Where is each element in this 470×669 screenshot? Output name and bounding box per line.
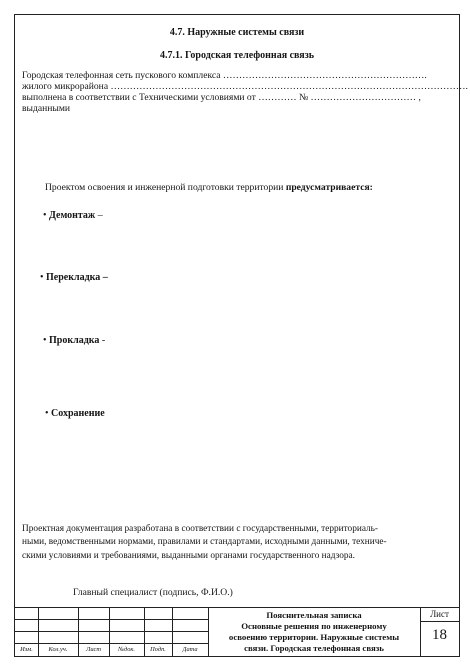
row-divider xyxy=(15,643,208,644)
item-dismantle xyxy=(43,210,103,221)
provision-text: Проектом освоения и инженерной подготовки территории xyxy=(45,182,286,193)
section-title: 4.7. Наружные системы связи xyxy=(169,27,305,38)
subsection-title: 4.7.1. Городская телефонная связь xyxy=(159,50,315,61)
item-dismantle-dash: – xyxy=(95,210,103,221)
conclusion-line-1: Проектная документация разработана в соответствии с государственными, территориаль- xyxy=(22,524,379,534)
intro-line-4-text: выданными xyxy=(22,103,71,114)
col-header-date: Дата xyxy=(182,646,198,653)
bullet-dot: • xyxy=(40,272,47,283)
item-laying xyxy=(43,335,105,346)
sheet-label-divider xyxy=(420,621,459,622)
row-divider xyxy=(15,619,208,620)
provision-line xyxy=(45,182,373,193)
sheet-number: 18 xyxy=(432,627,447,643)
conclusion-line-2: ными, ведомственными нормами, правилами и стандартами, исходными данными, техниче- xyxy=(22,537,387,548)
col-header-sheet: Лист xyxy=(86,646,101,653)
col-header-qty: Кол.уч. xyxy=(48,646,68,653)
item-laying-label: Прокладка xyxy=(49,335,100,346)
bullet-dot: • xyxy=(43,335,50,346)
col-header-doc-no: №док. xyxy=(117,646,136,653)
document-title xyxy=(208,610,420,654)
conclusion-line-3: скими условиями и требованиями, выданными органами государственного надзора. xyxy=(22,550,355,561)
provision-bold: предусматривается: xyxy=(285,182,373,193)
col-header-change: Изм. xyxy=(20,646,33,653)
bullet-dot: • xyxy=(43,210,50,221)
col-header-signature: Подп. xyxy=(150,646,166,653)
title-block xyxy=(15,607,459,656)
item-preserve xyxy=(45,408,105,419)
document-title-line-4: связи. Городская телефонная связь xyxy=(244,643,384,653)
bullet-dot: • xyxy=(45,408,52,419)
intro-line-1: Городская телефонная сеть пускового комплекса ………………………………………………………. xyxy=(22,70,427,81)
conclusion-paragraph xyxy=(22,523,454,563)
item-laying-dash: - xyxy=(99,335,106,346)
item-dismantle-label: Демонтаж xyxy=(49,210,96,221)
intro-line-2: жилого микрорайона …………………………………………………………………………………………………. xyxy=(22,81,468,92)
item-relay xyxy=(40,272,108,283)
intro-line-4 xyxy=(22,103,70,114)
document-title-line-1: Пояснительная записка xyxy=(266,610,362,620)
document-title-line-2: Основные решения по инженерному xyxy=(241,621,387,631)
item-preserve-label: Сохранение xyxy=(51,408,105,419)
item-relay-label: Перекладка – xyxy=(46,272,108,283)
intro-line-3: выполнена в соответствии с Техническими условиями от ………… № …………………………… , xyxy=(22,92,421,103)
row-divider xyxy=(15,631,208,632)
sheet-label: Лист xyxy=(430,609,449,619)
signature-line: Главный специалист (подпись, Ф.И.О.) xyxy=(73,587,233,598)
document-title-line-3: освоению территории. Наружные системы xyxy=(228,632,400,642)
document-sheet xyxy=(14,14,468,657)
